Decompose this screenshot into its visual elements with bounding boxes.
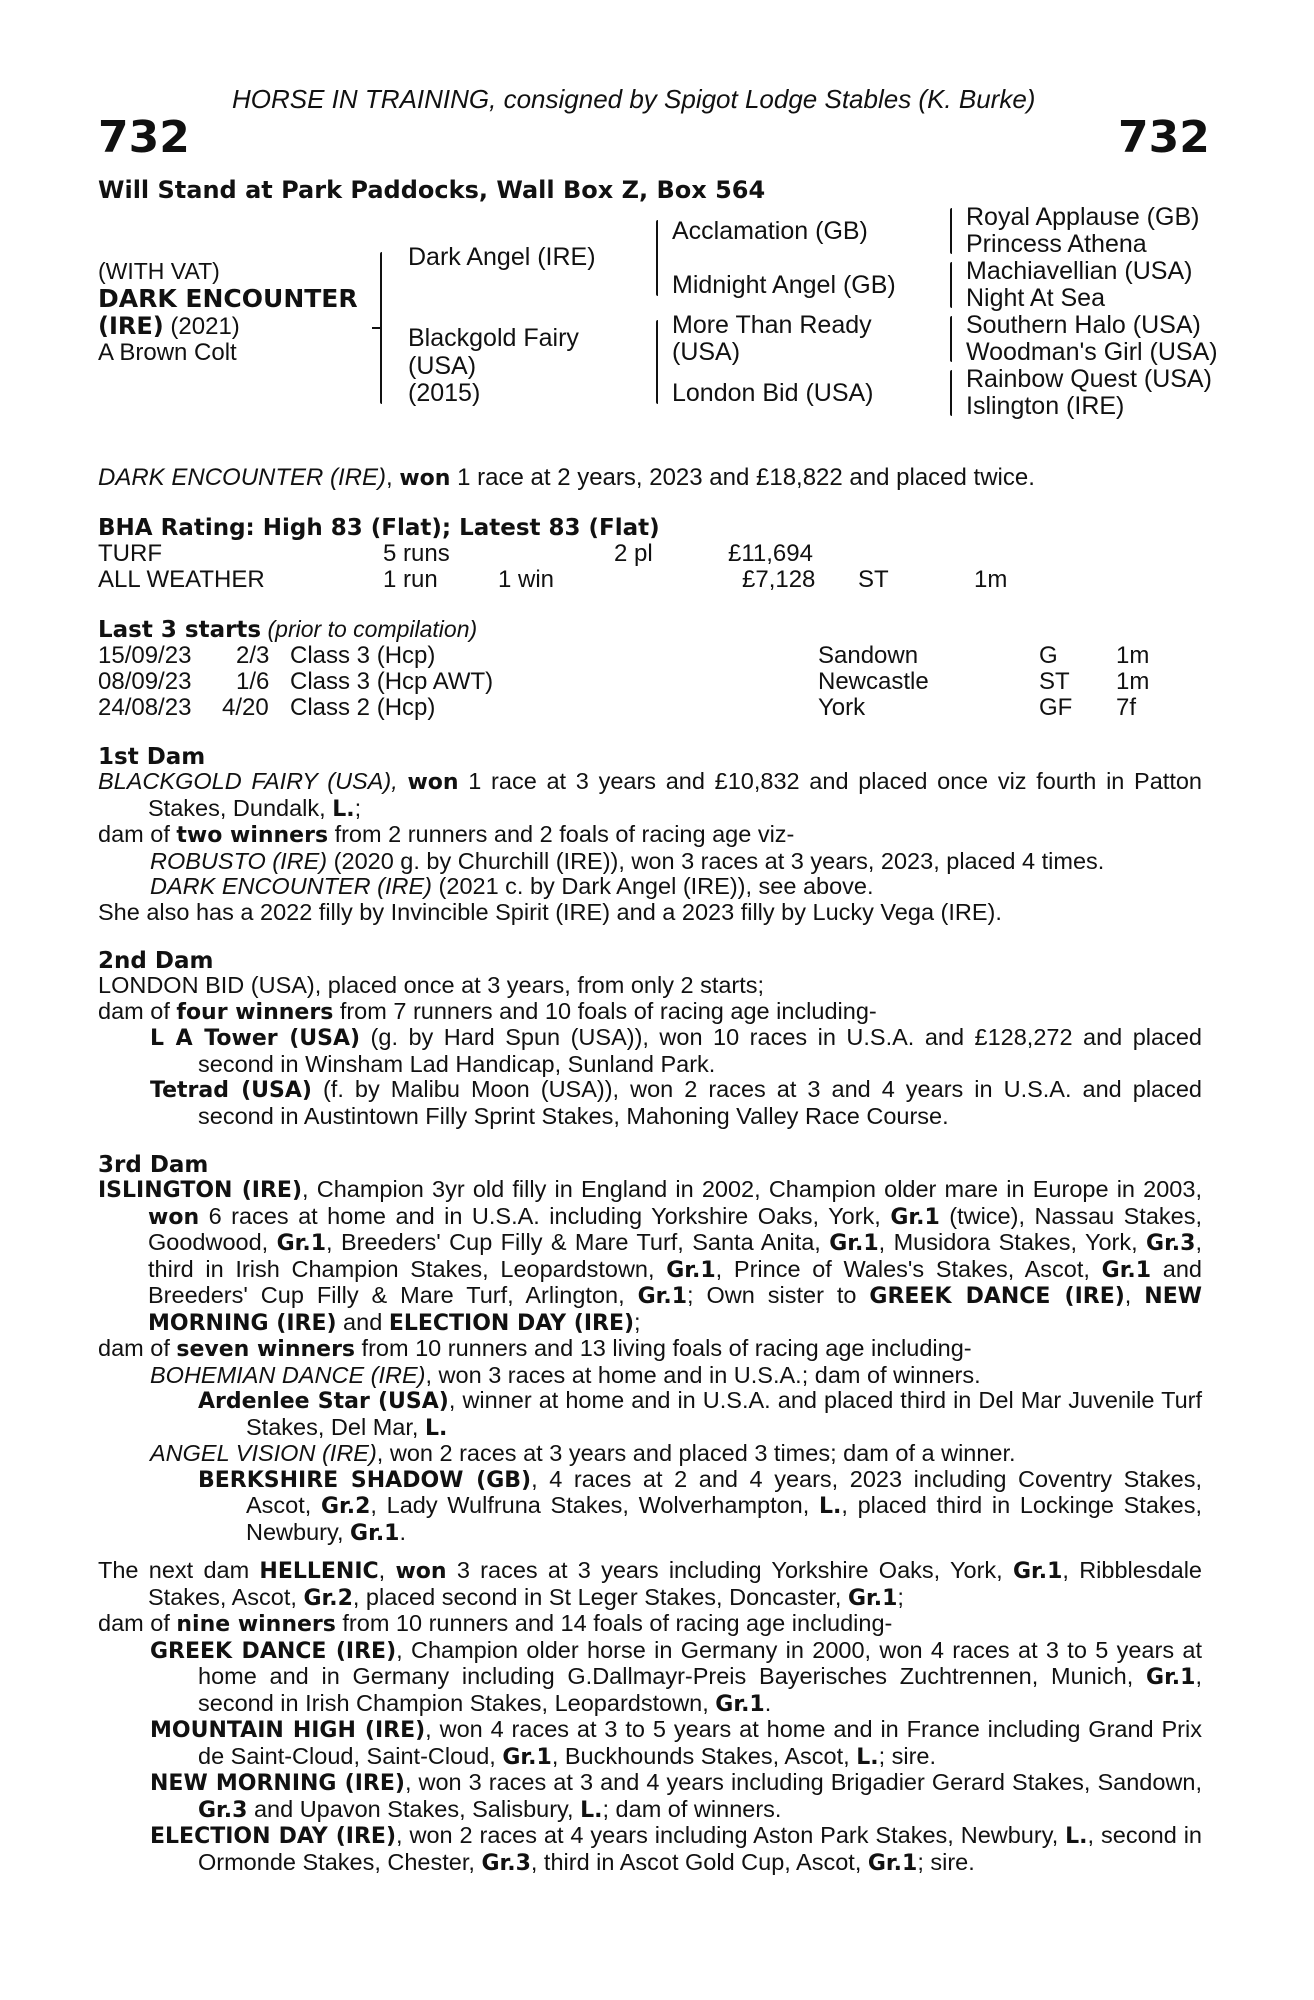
third-dam-title: 3rd Dam	[98, 1152, 209, 1178]
dam-sire-line2: (USA)	[672, 338, 741, 366]
second-dam-title: 2nd Dam	[98, 948, 214, 974]
dss: Southern Halo (USA)	[966, 311, 1201, 339]
next-dam-section: The next dam HELLENIC, won 3 races at 3 years including Yorkshire Oaks, York, Gr.1, Ribblesdale Stakes, Ascot, Gr.2, placed second in St Leger Stakes, Doncaster, Gr.1; dam of nine winners from 10 runners and 14 foals of racing age including- GREEK DANCE (IRE), Champion older horse in Germany in 2000, won 4 races at 3 to 5 years at home and in Germany including G.Dallmayr-Preis Bayerisches Zuchtrennen, Munich, Gr.1, second in Irish Champion Stakes, Leopardstown, Gr.1. MOUNTAIN HIGH (IRE), won 4 races at 3 to 5 years at home and in France including Grand Prix de Saint-Cloud, Saint-Cloud, Gr.1, Buckhounds Stakes, Ascot, L.; sire. NEW MORNING (IRE), won 3 races at 3 and 4 years including Brigadier Gerard Stakes, Sandown, Gr.3 and Upavon Stakes, Salisbury, L.; dam of winners. ELECTION DAY (IRE), won 2 races at 4 years including Aston Park Stakes, Newbury, L., second in Ormonde Stakes, Chester, Gr.3, third in Ascot Gold Cup, Ascot, Gr.1; sire.	[98, 1557, 1202, 1876]
first-dam-title: 1st Dam	[98, 744, 206, 770]
dds: Rainbow Quest (USA)	[966, 365, 1212, 393]
dam-dam: London Bid (USA)	[672, 379, 874, 407]
first-dam-section: BLACKGOLD FAIRY (USA), won 1 race at 3 years and £10,832 and placed once viz fourth in Patton Stakes, Dundalk, L.; dam of two winners from 2 runners and 2 foals of racing age viz- ROBUSTO (IRE) (2020 g. by Churchill (IRE)), won 3 races at 3 years, 2023, placed 4 times. DARK ENCOUNTER (IRE) (2021 c. by Dark Angel (IRE)), see above. She also has a 2022 filly by Invincible Spirit (IRE) and a 2023 filly by Lucky Vega (IRE).	[98, 768, 1203, 925]
brace-sd	[950, 262, 952, 308]
dam-line2: (USA)	[408, 352, 477, 380]
horse-origin-year: (IRE) (2021)	[98, 312, 240, 340]
dsd: Woodman's Girl (USA)	[966, 338, 1218, 366]
brace-ss	[950, 208, 952, 254]
sdd: Night At Sea	[966, 284, 1105, 312]
dam-line3: (2015)	[408, 379, 481, 407]
consignor-header: HORSE IN TRAINING, consigned by Spigot Lodge Stables (K. Burke)	[232, 84, 1036, 114]
third-dam-section: ISLINGTON (IRE), Champion 3yr old filly in England in 2002, Champion older mare in Europe in 2003, won 6 races at home and in U.S.A. including Yorkshire Oaks, York, Gr.1 (twice), Nassau Stakes, Goodwood, Gr.1, Breeders' Cup Filly & Mare Turf, Santa Anita, Gr.1, Musidora Stakes, York, Gr.3, third in Irish Champion Stakes, Leopardstown, Gr.1, Prince of Wales's Stakes, Ascot, Gr.1 and Breeders' Cup Filly & Mare Turf, Arlington, Gr.1; Own sister to GREEK DANCE (IRE), NEW MORNING (IRE) and ELECTION DAY (IRE); dam of seven winners from 10 runners and 13 living foals of racing age including- BOHEMIAN DANCE (IRE), won 3 races at home and in U.S.A.; dam of winners. Ardenlee Star (USA), winner at home and in U.S.A. and placed third in Del Mar Juvenile Turf Stakes, Del Mar, L. ANGEL VISION (IRE), won 2 races at 3 years and placed 3 times; dam of a winner. BERKSHIRE SHADOW (GB), 4 races at 2 and 4 years, 2023 including Coventry Stakes, Ascot, Gr.2, Lady Wulfruna Stakes, Wolverhampton, L., placed third in Lockinge Stakes, Newbury, Gr.1.	[98, 1176, 1202, 1546]
dam-brace	[656, 320, 658, 404]
sire-brace	[656, 220, 658, 296]
sss: Royal Applause (GB)	[966, 203, 1200, 231]
sds: Machiavellian (USA)	[966, 257, 1193, 285]
sire: Dark Angel (IRE)	[408, 243, 596, 271]
horse-name: DARK ENCOUNTER	[98, 284, 358, 313]
dam-sire-line1: More Than Ready	[672, 311, 872, 339]
pedigree-brace-tip	[372, 327, 381, 329]
race-summary: DARK ENCOUNTER (IRE), won 1 race at 2 years, 2023 and £18,822 and placed twice.	[98, 464, 1035, 491]
brace-dd	[950, 370, 952, 416]
horse-description: A Brown Colt	[98, 339, 237, 366]
brace-ds	[950, 316, 952, 362]
lot-number-left: 732	[98, 112, 190, 163]
sire-sire: Acclamation (GB)	[672, 217, 868, 245]
ddd: Islington (IRE)	[966, 392, 1125, 420]
bha-rating-title: BHA Rating: High 83 (Flat); Latest 83 (Flat)	[98, 515, 660, 541]
lot-number-right: 732	[1118, 112, 1210, 163]
dam-line1: Blackgold Fairy	[408, 324, 579, 352]
sire-dam: Midnight Angel (GB)	[672, 271, 896, 299]
vat-note: (WITH VAT)	[98, 258, 220, 284]
last-starts-title: Last 3 starts (prior to compilation)	[98, 616, 478, 643]
ssd: Princess Athena	[966, 230, 1147, 258]
second-dam-section: LONDON BID (USA), placed once at 3 years, from only 2 starts; dam of four winners from 7 runners and 10 foals of racing age including- L A Tower (USA) (g. by Hard Spun (USA)), won 10 races in U.S.A. and £128,272 and placed second in Winsham Lad Handicap, Sunland Park. Tetrad (USA) (f. by Malibu Moon (USA)), won 2 races at 3 and 4 years in U.S.A. and placed second in Austintown Filly Sprint Stakes, Mahoning Valley Race Course.	[98, 972, 1202, 1129]
stabling-location: Will Stand at Park Paddocks, Wall Box Z, Box 564	[98, 176, 766, 204]
